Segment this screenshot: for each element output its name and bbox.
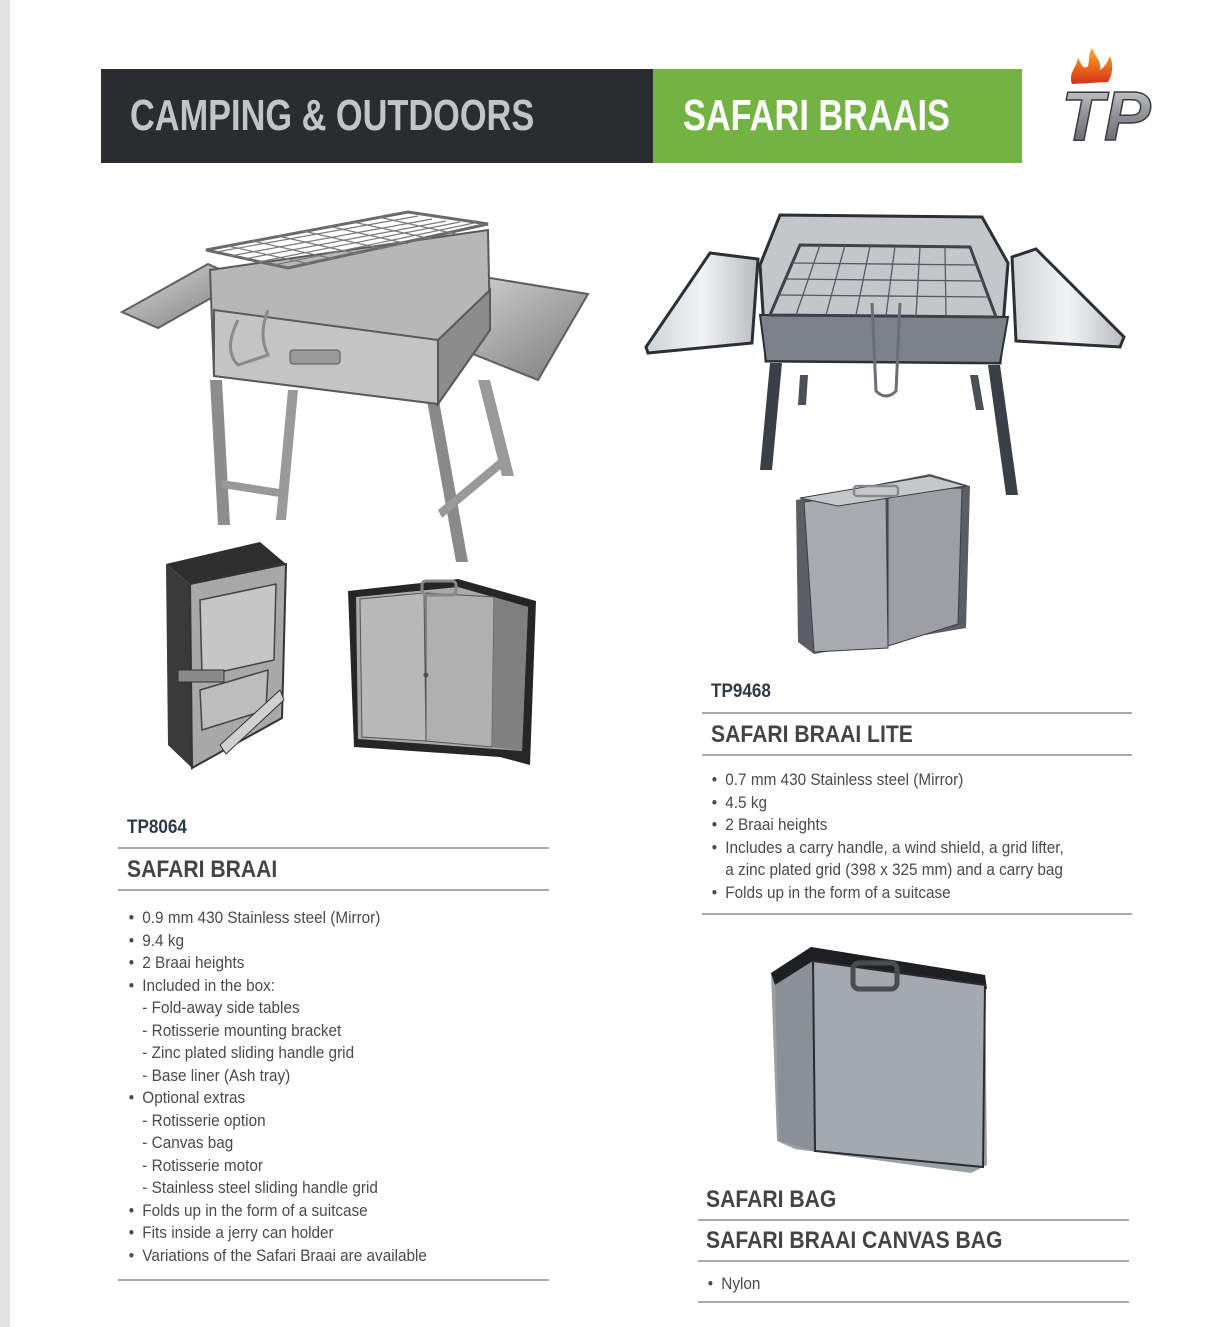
- product-name-safari-braai: SAFARI BRAAI: [127, 856, 278, 883]
- safari-braai-folded-side-image: [160, 540, 295, 775]
- spec-sub-item: - Rotisserie option: [142, 1110, 266, 1130]
- section-title: SAFARI BRAAIS: [683, 91, 950, 140]
- spec-continuation: a zinc plated grid (398 x 325 mm) and a carry bag: [725, 860, 1063, 879]
- spec-item: • Included in the box:: [127, 975, 427, 998]
- divider: [698, 1260, 1129, 1262]
- spec-list-tp9468: [710, 769, 1103, 904]
- safari-braai-suitcase-image: [340, 575, 550, 770]
- spec-sub-item: - Fold-away side tables: [142, 998, 300, 1017]
- spec-item: • Optional extras: [127, 1087, 427, 1110]
- spec-sub-item: - Zinc plated sliding handle grid: [142, 1043, 355, 1062]
- spec-item: • Nylon: [706, 1273, 760, 1296]
- divider: [702, 913, 1132, 915]
- safari-bag-image: [765, 945, 1000, 1180]
- spec-item: • 0.9 mm 430 Stainless steel (Mirror): [127, 907, 427, 930]
- spec-sub-item: - Canvas bag: [142, 1133, 234, 1152]
- divider: [118, 889, 549, 891]
- spec-sub-item: - Base liner (Ash tray): [142, 1065, 291, 1085]
- spec-sub-item: - Rotisserie motor: [142, 1155, 264, 1175]
- spec-item: • 4.5 kg: [710, 792, 1064, 815]
- product-code-tp9468: TP9468: [711, 681, 771, 702]
- product-code-tp8064: TP8064: [127, 817, 187, 838]
- spec-sub-item: - Stainless steel sliding handle grid: [142, 1178, 378, 1197]
- product-name-safari-braai-lite: SAFARI BRAAI LITE: [711, 721, 913, 748]
- section-banner: [653, 69, 1022, 163]
- divider: [698, 1301, 1129, 1303]
- logo-text: TP: [1061, 77, 1151, 155]
- spec-item: • 2 Braai heights: [127, 952, 427, 975]
- spec-list-tp8064: [127, 907, 460, 1267]
- spec-item: • 2 Braai heights: [710, 814, 1064, 837]
- spec-sub-item: - Rotisserie mounting bracket: [142, 1020, 342, 1040]
- tp-logo: [1058, 48, 1154, 156]
- spec-item: • 9.4 kg: [127, 930, 427, 953]
- divider: [698, 1219, 1129, 1221]
- spec-item: • 0.7 mm 430 Stainless steel (Mirror): [710, 769, 1064, 792]
- page-edge: [0, 0, 10, 1327]
- category-banner: [101, 69, 653, 163]
- spec-item: • Folds up in the form of a suitcase: [710, 882, 1064, 905]
- divider: [118, 847, 549, 849]
- spec-list-safari-bag: [706, 1273, 766, 1296]
- product-name-canvas-bag: SAFARI BRAAI CANVAS BAG: [706, 1227, 1003, 1254]
- product-code-safari-bag: SAFARI BAG: [706, 1186, 837, 1213]
- divider: [702, 712, 1132, 714]
- divider: [118, 1279, 549, 1281]
- category-title: CAMPING & OUTDOORS: [130, 91, 535, 140]
- safari-braai-open-image: [118, 190, 598, 570]
- spec-item: • Folds up in the form of a suitcase: [127, 1200, 427, 1223]
- safari-braai-lite-open-image: [640, 205, 1130, 505]
- spec-item: • Variations of the Safari Braai are available: [127, 1245, 427, 1268]
- safari-braai-lite-suitcase-image: [790, 470, 975, 660]
- divider: [702, 754, 1132, 756]
- spec-item: • Includes a carry handle, a wind shield, a grid lifter,: [710, 837, 1064, 860]
- spec-item: • Fits inside a jerry can holder: [127, 1222, 427, 1245]
